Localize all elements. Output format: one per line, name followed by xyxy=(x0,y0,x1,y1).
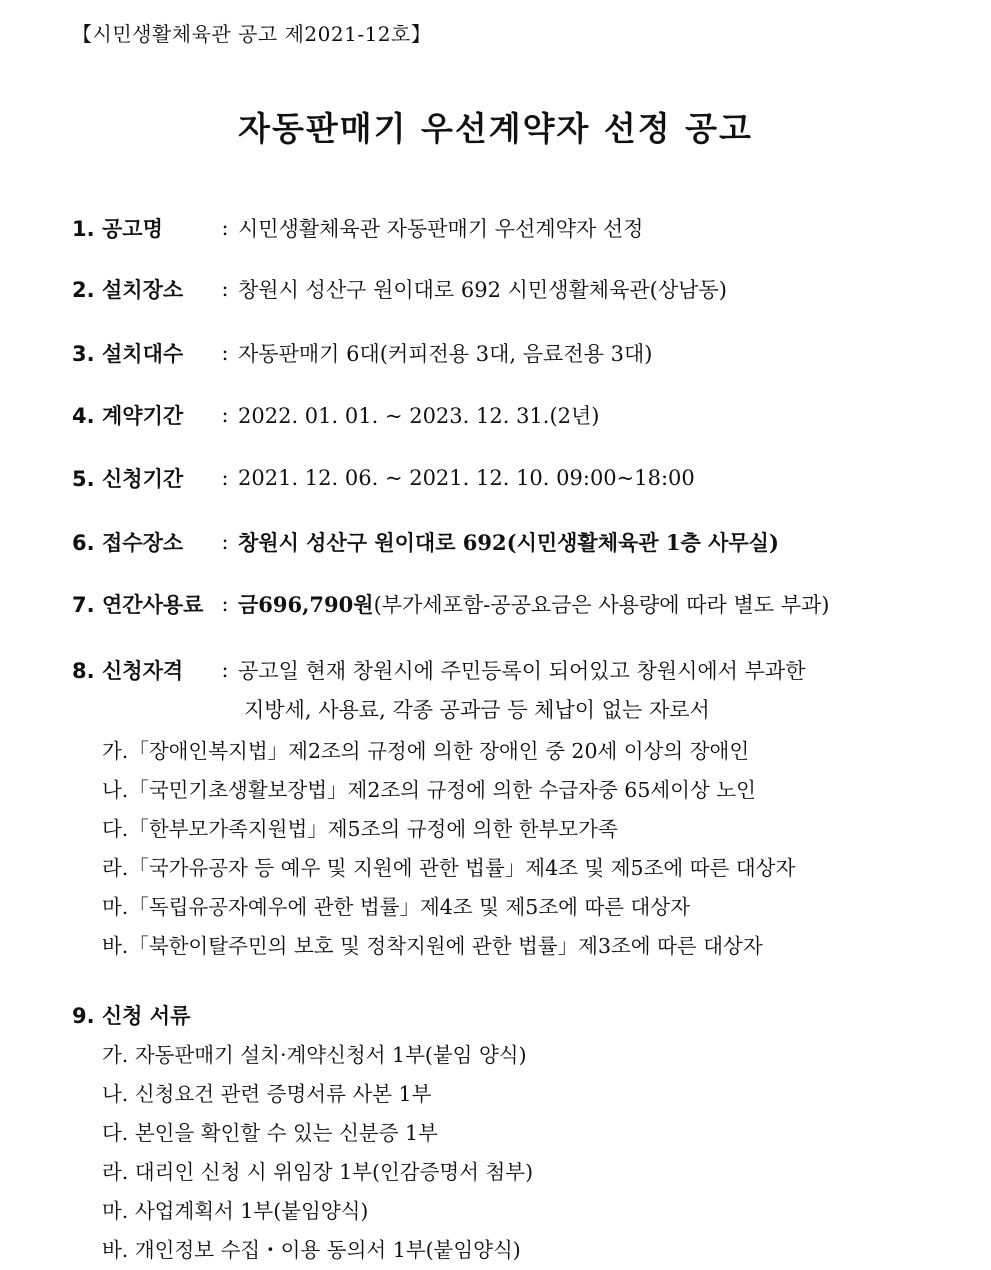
item-application-period xyxy=(72,461,695,495)
item-colon: : xyxy=(221,658,229,682)
item-value: 2021. 12. 06. ~ 2021. 12. 10. 09:00~18:00 xyxy=(238,466,695,490)
item-label: 설치대수 xyxy=(102,342,184,366)
item-value: 자동판매기 6대(커피전용 3대, 음료전용 3대) xyxy=(238,342,653,366)
document-item: 가. 자동판매기 설치·계약신청서 1부(붙임 양식) xyxy=(102,1043,527,1067)
eligibility-item: 마.「독립유공자예우에 관한 법률」제4조 및 제5조에 따른 대상자 xyxy=(102,895,690,919)
item-number: 4. xyxy=(72,404,95,428)
item-number: 1. xyxy=(72,217,95,241)
item-value: 창원시 성산구 원이대로 692 시민생활체육관(상남동) xyxy=(238,278,727,302)
item-label: 설치장소 xyxy=(102,278,184,302)
eligibility-continuation: 지방세, 사용료, 각종 공과금 등 체납이 없는 자로서 xyxy=(244,698,710,722)
item-install-location xyxy=(72,272,727,306)
section-documents-title: 9. 신청 서류 xyxy=(72,1004,191,1028)
fee-amount: 금696,790원 xyxy=(238,592,374,617)
item-label: 연간사용료 xyxy=(102,593,204,617)
document-item: 마. 사업계획서 1부(붙임양식) xyxy=(102,1199,369,1223)
item-install-count xyxy=(72,336,652,370)
item-value: 시민생활체육관 자동판매기 우선계약자 선정 xyxy=(238,217,644,241)
item-colon: : xyxy=(221,341,229,365)
document-item: 라. 대리인 신청 시 위임장 1부(인감증명서 첨부) xyxy=(102,1160,534,1184)
item-label: 공고명 xyxy=(102,217,163,241)
item-colon: : xyxy=(221,466,229,490)
eligibility-item: 바.「북한이탈주민의 보호 및 정착지원에 관한 법률」제3조에 따른 대상자 xyxy=(102,934,763,958)
fee-note: (부가세포함-공공요금은 사용량에 따라 별도 부과) xyxy=(373,593,830,617)
item-number: 2. xyxy=(72,278,95,302)
item-eligibility xyxy=(72,653,806,687)
item-reception-place xyxy=(72,525,779,559)
item-annual-fee xyxy=(72,587,829,621)
eligibility-item: 라.「국가유공자 등 예우 및 지원에 관한 법률」제4조 및 제5조에 따른 대상자 xyxy=(102,856,796,880)
item-colon: : xyxy=(221,216,229,240)
item-notice-name xyxy=(72,211,643,245)
document-item: 바. 개인정보 수집・이용 동의서 1부(붙임양식) xyxy=(102,1238,521,1262)
item-number: 5. xyxy=(72,467,95,491)
item-number: 6. xyxy=(72,531,95,555)
item-value: 2022. 01. 01. ~ 2023. 12. 31.(2년) xyxy=(238,404,600,428)
document-item: 나. 신청요건 관련 증명서류 사본 1부 xyxy=(102,1082,432,1106)
item-number: 7. xyxy=(72,593,95,617)
item-colon: : xyxy=(221,403,229,427)
item-colon: : xyxy=(221,277,229,301)
item-label: 계약기간 xyxy=(102,404,184,428)
item-colon: : xyxy=(221,592,229,616)
item-colon: : xyxy=(221,530,229,554)
document-item: 다. 본인을 확인할 수 있는 신분증 1부 xyxy=(102,1121,438,1145)
eligibility-item: 나.「국민기초생활보장법」제2조의 규정에 의한 수급자중 65세이상 노인 xyxy=(102,778,756,802)
eligibility-item: 다.「한부모가족지원법」제5조의 규정에 의한 한부모가족 xyxy=(102,817,618,841)
notice-number: 【시민생활체육관 공고 제2021-12호】 xyxy=(72,22,432,46)
item-label: 신청기간 xyxy=(102,467,184,491)
eligibility-item: 가.「장애인복지법」제2조의 규정에 의한 장애인 중 20세 이상의 장애인 xyxy=(102,739,750,763)
item-number: 3. xyxy=(72,342,95,366)
document-title: 자동판매기 우선계약자 선정 공고 xyxy=(238,109,753,148)
item-number: 8. xyxy=(72,659,95,683)
item-value: 창원시 성산구 원이대로 692(시민생활체육관 1층 사무실) xyxy=(238,530,779,555)
item-contract-period xyxy=(72,398,600,432)
item-label: 신청자격 xyxy=(102,659,184,683)
item-value: 공고일 현재 창원시에 주민등록이 되어있고 창원시에서 부과한 xyxy=(238,659,806,683)
item-label: 접수장소 xyxy=(102,531,184,555)
